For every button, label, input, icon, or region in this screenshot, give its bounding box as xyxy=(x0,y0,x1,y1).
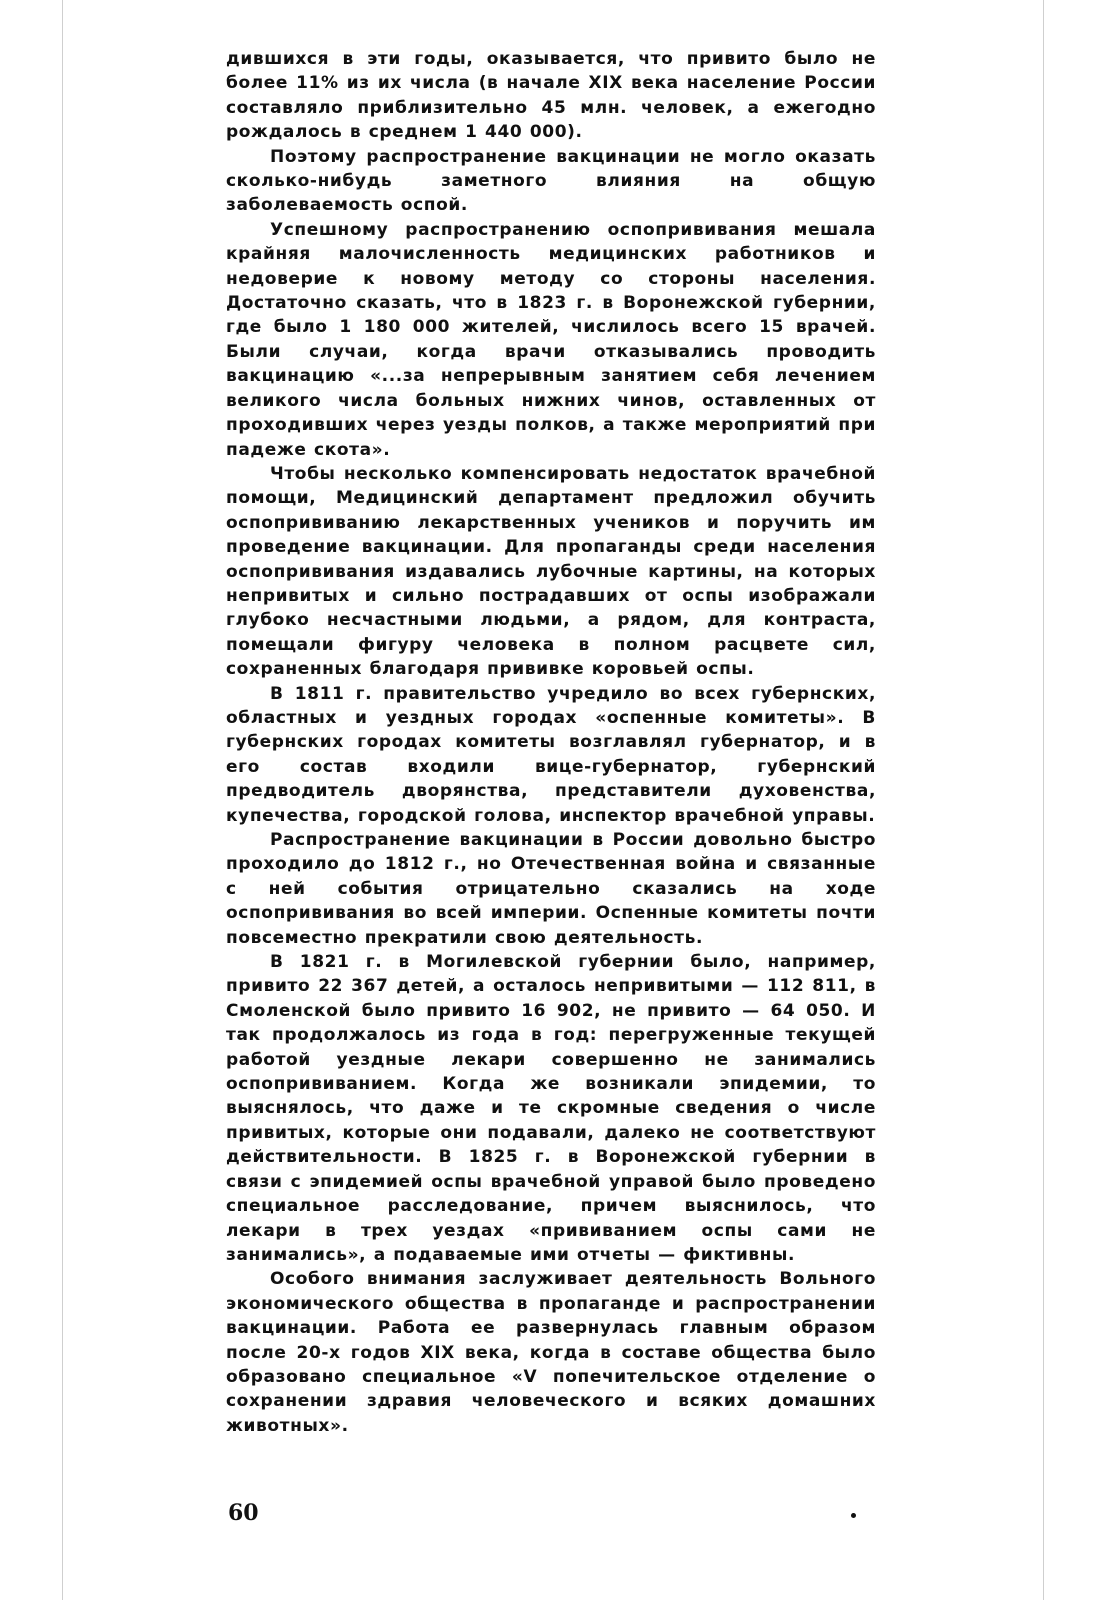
page-right-border xyxy=(1043,0,1044,1600)
paragraph: В 1821 г. в Могилевской губернии было, например, привито 22 367 детей, а осталось непривитыми — 112 811, в Смоленской было привито 16 902, не привито — 64 050. И так продолжалось из года в год: перегруженные текущей работой уездные лекари совершенно не занимались оспопрививанием. Когда же возникали эпидемии, то выяснялось, что даже и те скромные сведения о числе привитых, которые они подавали, далеко не соответствуют действительности. В 1825 г. в Воронежской губернии в связи с эпидемией оспы врачебной управой было проведено специальное расследование, причем выяснилось, что лекари в трех уездах «прививанием оспы сами не занимались», а подаваемые ими отчеты — фиктивны. xyxy=(226,952,876,1265)
paragraph: Распространение вакцинации в России довольно быстро проходило до 1812 г., но Отечественная война и связанные с ней события отрицательно сказались на ходе оспопрививания во всей империи. Оспенные комитеты почти повсеместно прекратили свою деятельность. xyxy=(226,830,876,948)
paragraph: Особого внимания заслуживает деятельность Вольного экономического общества в пропаганде и распространении вакцинации. Работа ее развернулась главным образом после 20-х годов XIX века, когда в составе общества было образовано специальное «V попечительское отделение о сохранении здравия человеческого и всяких домашних животных». xyxy=(226,1269,876,1436)
page-left-border xyxy=(62,0,63,1600)
paragraph: Чтобы несколько компенсировать недостаток врачебной помощи, Медицинский департамент предложил обучить оспопрививанию лекарственных учеников и поручить им проведение вакцинации. Для пропаганды среди населения оспопрививания издавались лубочные картины, на которых непривитых и сильно пострадавших от оспы изображали глубоко несчастными людьми, а рядом, для контраста, помещали фигуру человека в полном расцвете сил, сохраненных благодаря прививке коровьей оспы. xyxy=(226,463,876,680)
page-body xyxy=(226,47,876,1438)
page-number: 60 xyxy=(228,1500,259,1526)
paragraph: Поэтому распространение вакцинации не могло оказать сколько-нибудь заметного влияния на общую заболеваемость оспой. xyxy=(226,146,876,216)
paragraph-continued: дившихся в эти годы, оказывается, что привито было не более 11% из их числа (в начале XIX века население России составляло приблизительно 45 млн. человек, а ежегодно рождалось в среднем 1 440 000). xyxy=(226,49,876,143)
print-speck xyxy=(851,1513,856,1518)
paragraph: Успешному распространению оспопрививания мешала крайняя малочисленность медицинских работников и недоверие к новому методу со стороны населения. Достаточно сказать, что в 1823 г. в Воронежской губернии, где было 1 180 000 жителей, числилось всего 15 врачей. Были случаи, когда врачи отказывались проводить вакцинацию «...за непрерывным занятием себя лечением великого числа больных нижних чинов, оставленных от проходивших через уезды полков, а также мероприятий при падеже скота». xyxy=(226,219,876,460)
paragraph: В 1811 г. правительство учредило во всех губернских, областных и уездных городах «оспенные комитеты». В губернских городах комитеты возглавлял губернатор, и в его состав входили вице-губернатор, губернский предводитель дворянства, представители духовенства, купечества, городской голова, инспектор врачебной управы. xyxy=(226,683,876,826)
